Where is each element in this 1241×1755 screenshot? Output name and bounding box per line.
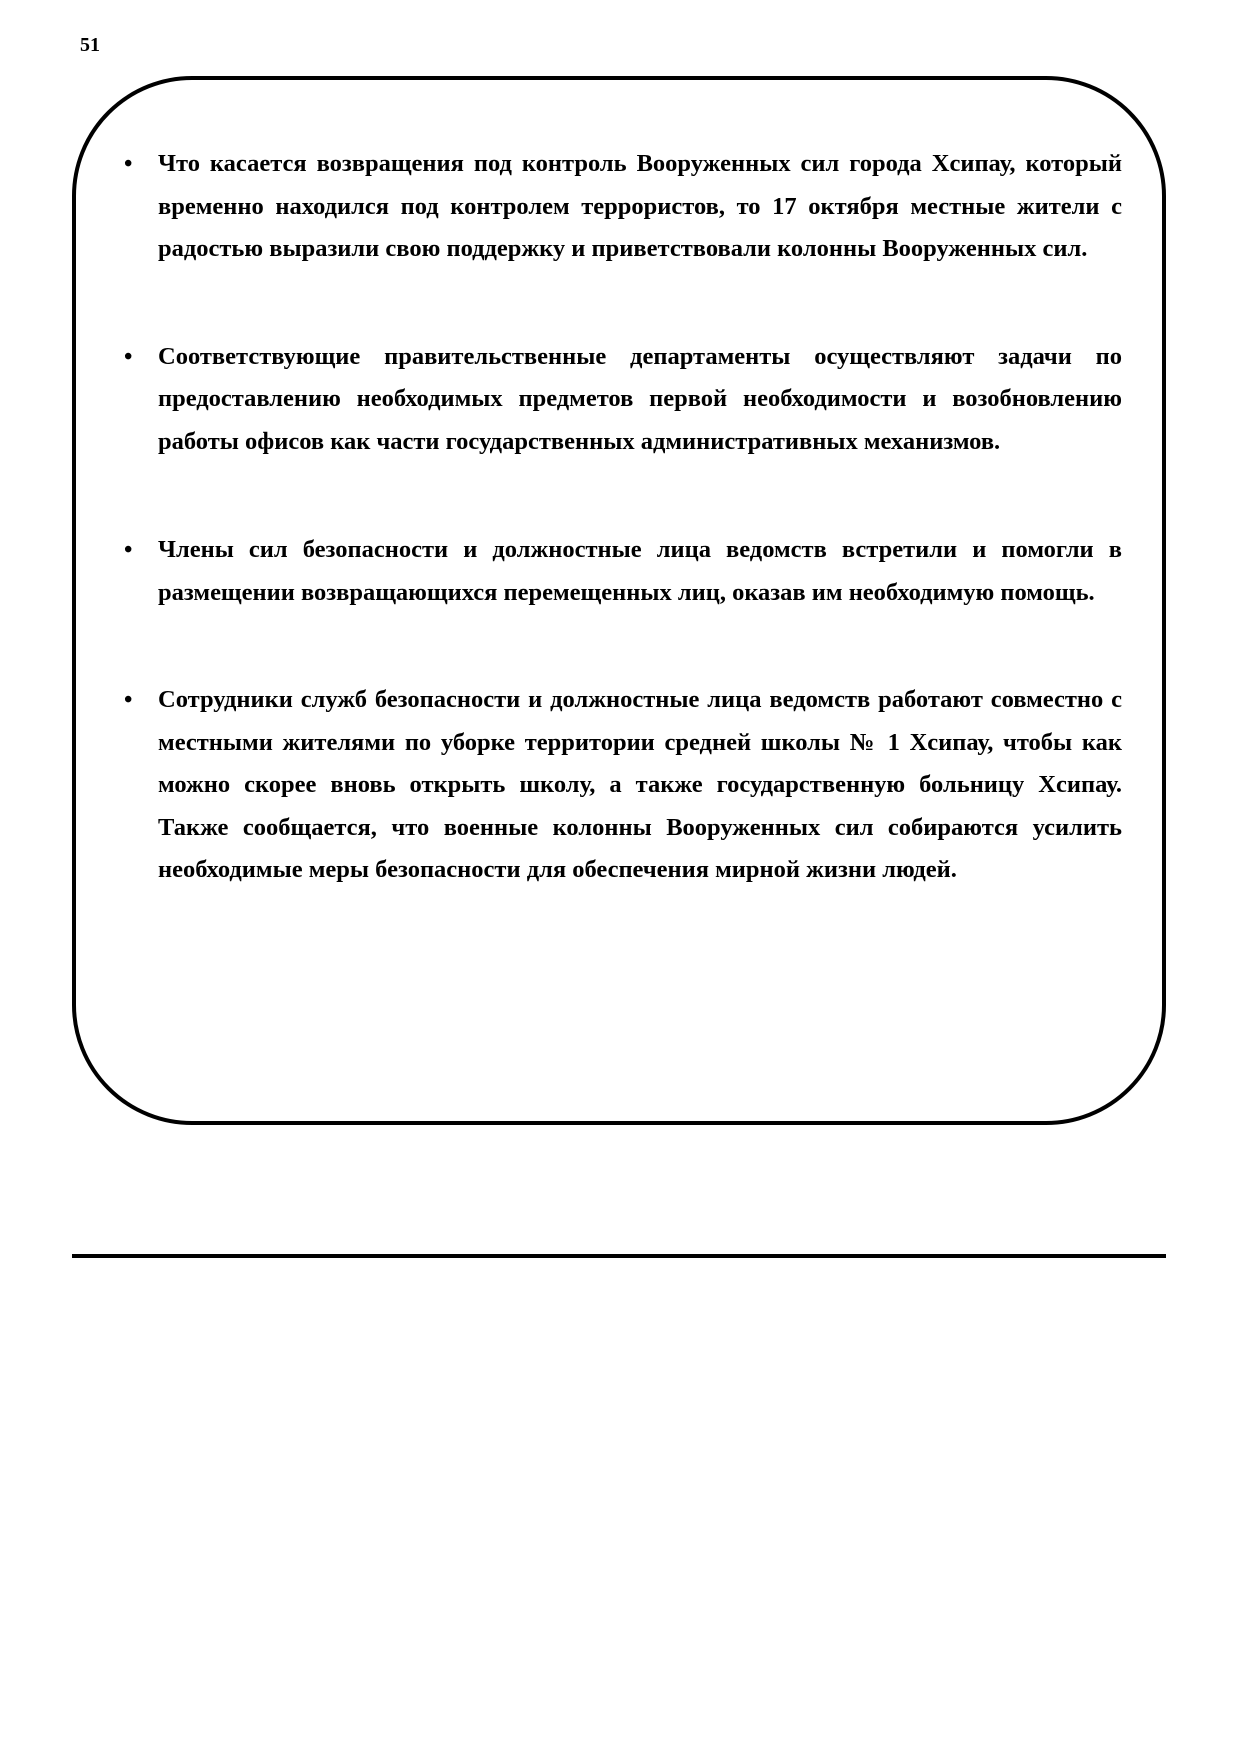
bullet-icon: • (124, 151, 133, 177)
bullet-text: Члены сил безопасности и должностные лица ведомств встретили и помогли в размещении возвращающихся перемещенных лиц, оказав им необходимую помощь. (158, 536, 1122, 606)
page-number: 51 (80, 34, 100, 56)
bullet-icon: • (124, 537, 133, 563)
bullet-item (118, 529, 1122, 614)
bullet-item (118, 143, 1122, 271)
bullet-icon: • (124, 687, 133, 713)
bullet-text: Что касается возвращения под контроль Вооруженных сил города Хсипау, который временно находился под контролем террористов, то 17 октября местные жители с радостью выразили свою поддержку и приветствовали колонны Вооруженных сил. (158, 150, 1122, 262)
bullet-text: Сотрудники служб безопасности и должностные лица ведомств работают совместно с местными жителями по уборке территории средней школы № 1 Хсипау, чтобы как можно скорее вновь открыть школу, а также государственную больницу Хсипау. Также сообщается, что военные колонны Вооруженных сил собираются усилить необходимые меры безопасности для обеспечения мирной жизни людей. (158, 686, 1122, 883)
bullet-list (118, 143, 1122, 892)
bullet-icon: • (124, 343, 133, 370)
bullet-text: Соответствующие правительственные департаменты осуществляют задачи по предоставлению необходимых предметов первой необходимости и возобновлению работы офисов как части государственных административных механизмов. (158, 342, 1122, 455)
horizontal-rule (72, 1254, 1166, 1258)
bullet-item (118, 679, 1122, 892)
bullet-item (118, 336, 1122, 464)
